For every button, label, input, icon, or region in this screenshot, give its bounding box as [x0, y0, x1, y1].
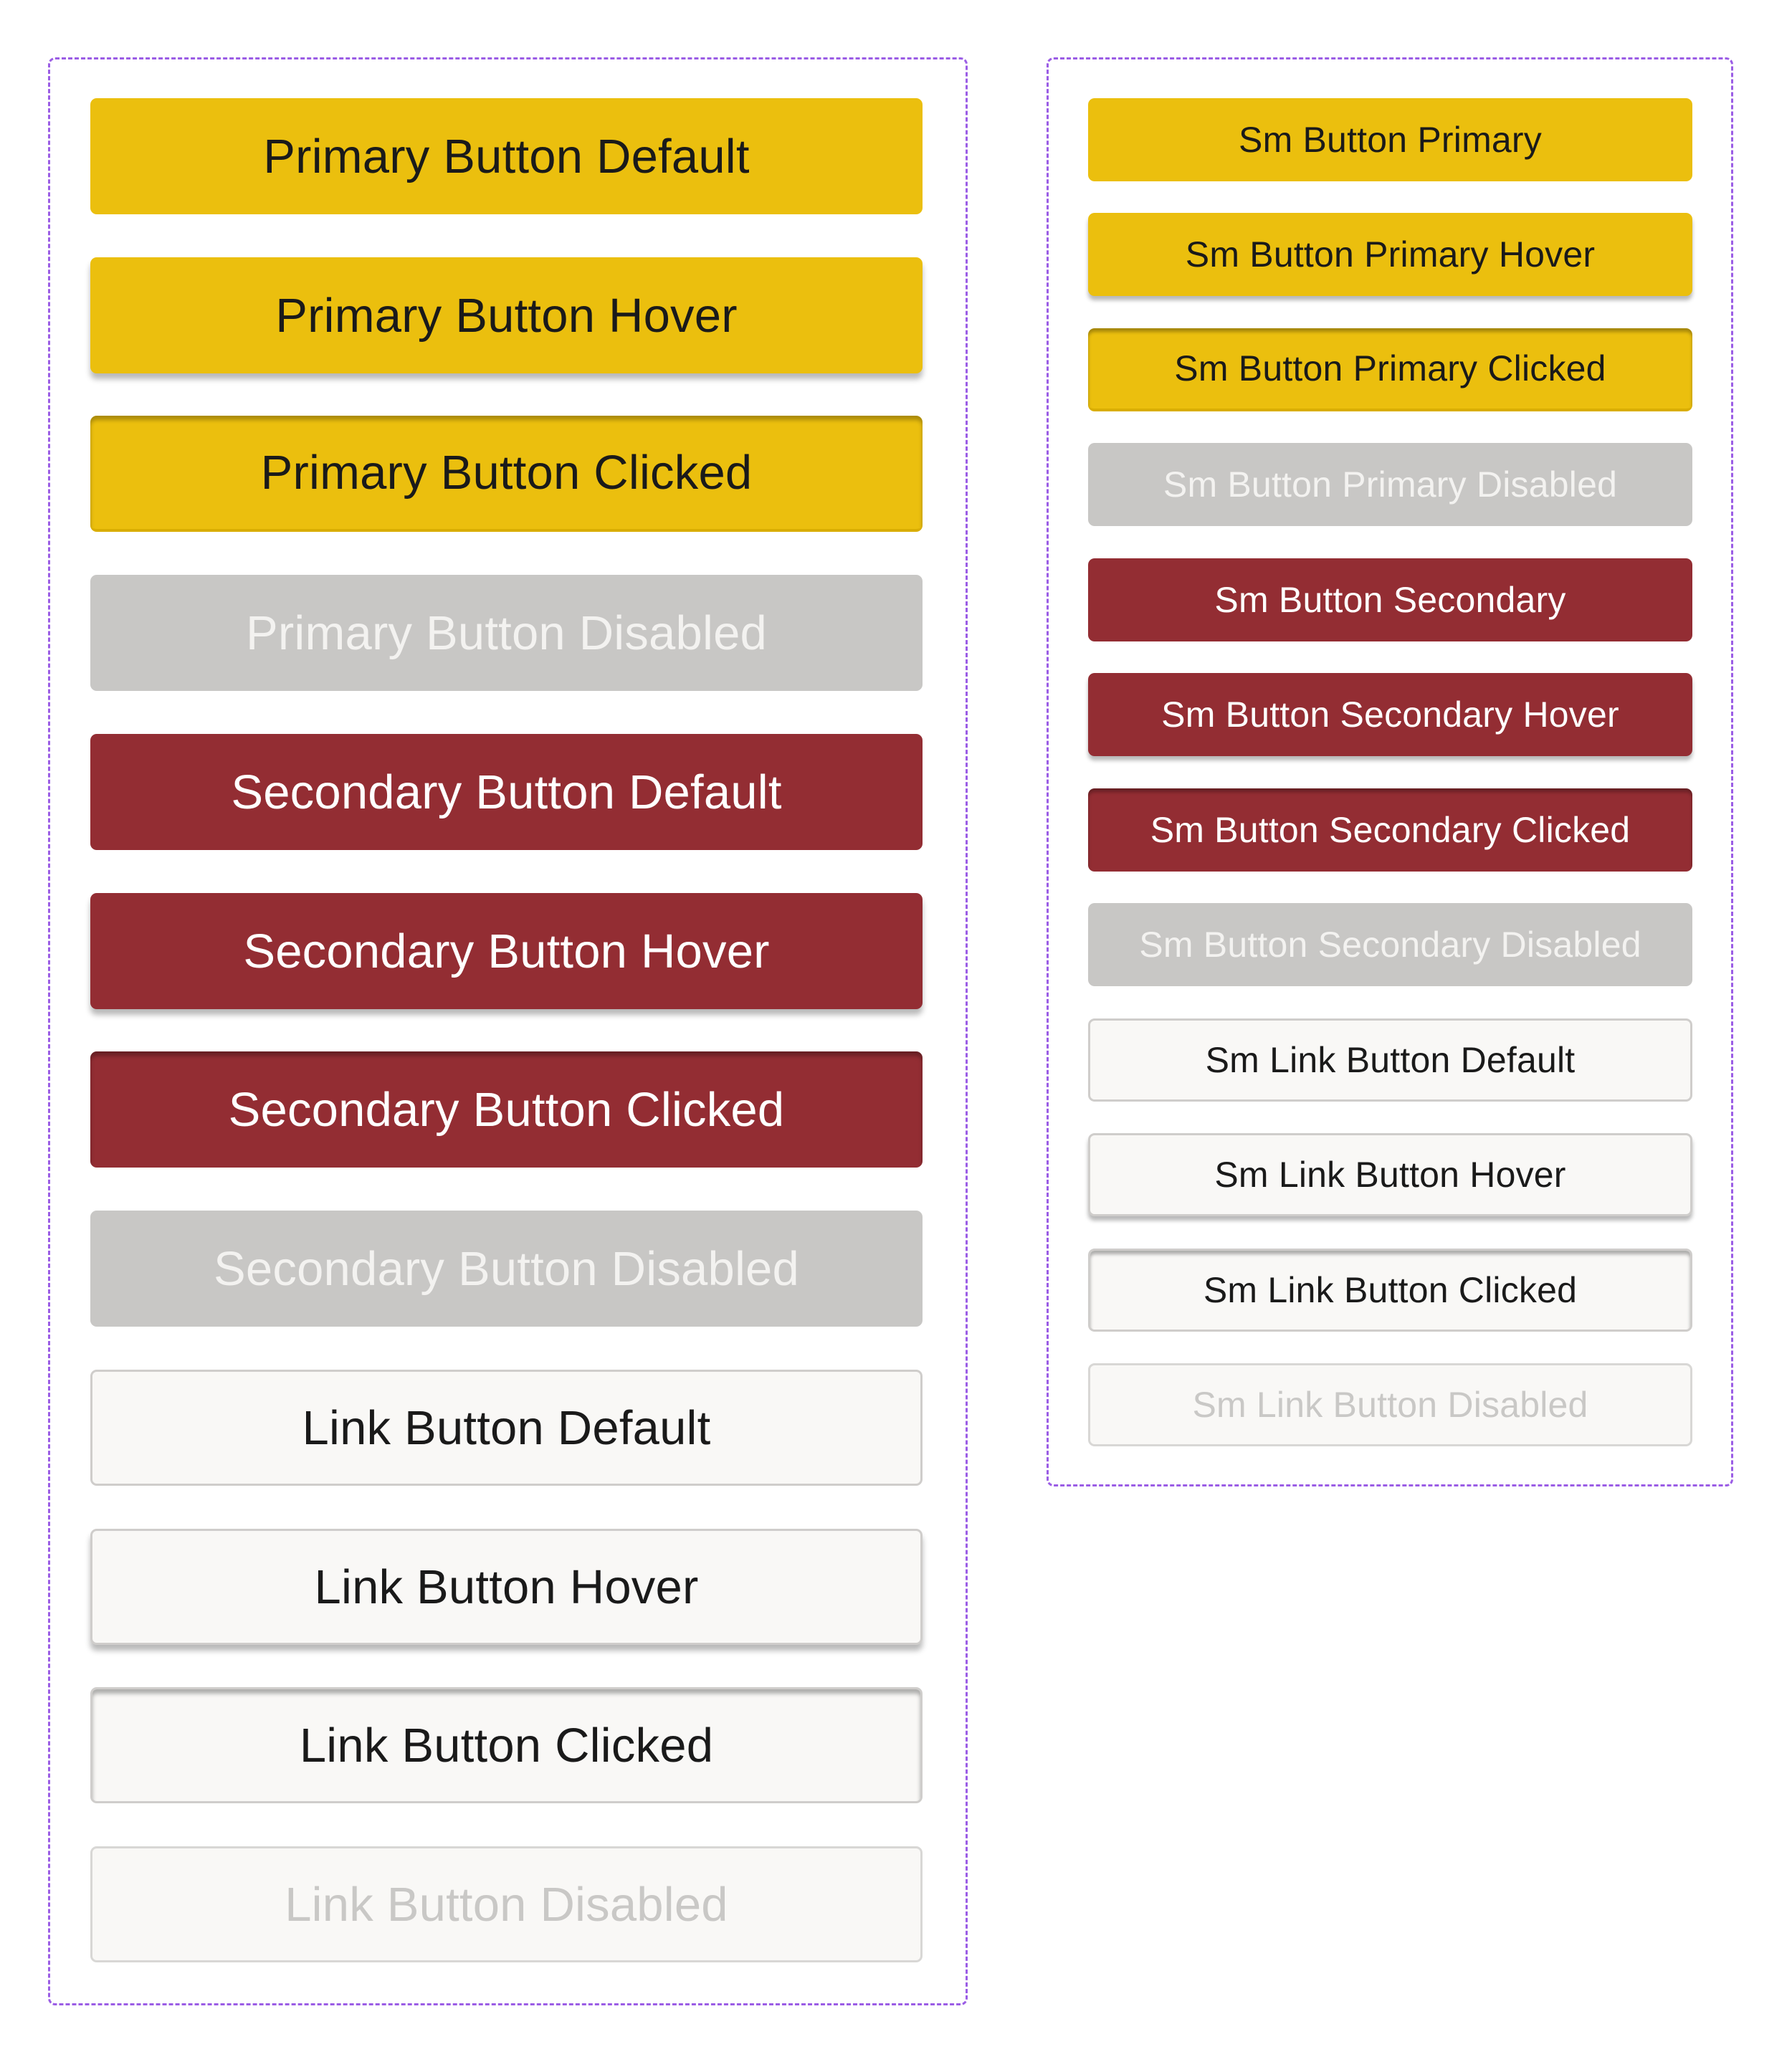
sm-secondary-button-default[interactable]: Sm Button Secondary: [1088, 558, 1692, 641]
sm-primary-button-clicked[interactable]: Sm Button Primary Clicked: [1088, 328, 1692, 411]
sm-link-button-hover[interactable]: Sm Link Button Hover: [1088, 1133, 1692, 1216]
sm-link-button-clicked[interactable]: Sm Link Button Clicked: [1088, 1249, 1692, 1332]
sm-primary-button-hover[interactable]: Sm Button Primary Hover: [1088, 213, 1692, 296]
sm-secondary-button-clicked[interactable]: Sm Button Secondary Clicked: [1088, 788, 1692, 872]
primary-button-hover[interactable]: Primary Button Hover: [90, 257, 923, 373]
sm-primary-button-disabled: Sm Button Primary Disabled: [1088, 443, 1692, 526]
sm-primary-button-default[interactable]: Sm Button Primary: [1088, 98, 1692, 181]
link-button-hover[interactable]: Link Button Hover: [90, 1529, 923, 1645]
primary-button-default[interactable]: Primary Button Default: [90, 98, 923, 214]
primary-button-disabled: Primary Button Disabled: [90, 575, 923, 691]
secondary-button-default[interactable]: Secondary Button Default: [90, 734, 923, 850]
sm-secondary-button-hover[interactable]: Sm Button Secondary Hover: [1088, 673, 1692, 756]
link-button-disabled: Link Button Disabled: [90, 1846, 923, 1962]
link-button-default[interactable]: Link Button Default: [90, 1370, 923, 1486]
secondary-button-hover[interactable]: Secondary Button Hover: [90, 893, 923, 1009]
secondary-button-clicked[interactable]: Secondary Button Clicked: [90, 1051, 923, 1168]
sm-secondary-button-disabled: Sm Button Secondary Disabled: [1088, 903, 1692, 986]
sm-link-button-default[interactable]: Sm Link Button Default: [1088, 1018, 1692, 1102]
sm-link-button-disabled: Sm Link Button Disabled: [1088, 1363, 1692, 1446]
primary-button-clicked[interactable]: Primary Button Clicked: [90, 416, 923, 532]
link-button-clicked[interactable]: Link Button Clicked: [90, 1687, 923, 1803]
secondary-button-disabled: Secondary Button Disabled: [90, 1211, 923, 1327]
